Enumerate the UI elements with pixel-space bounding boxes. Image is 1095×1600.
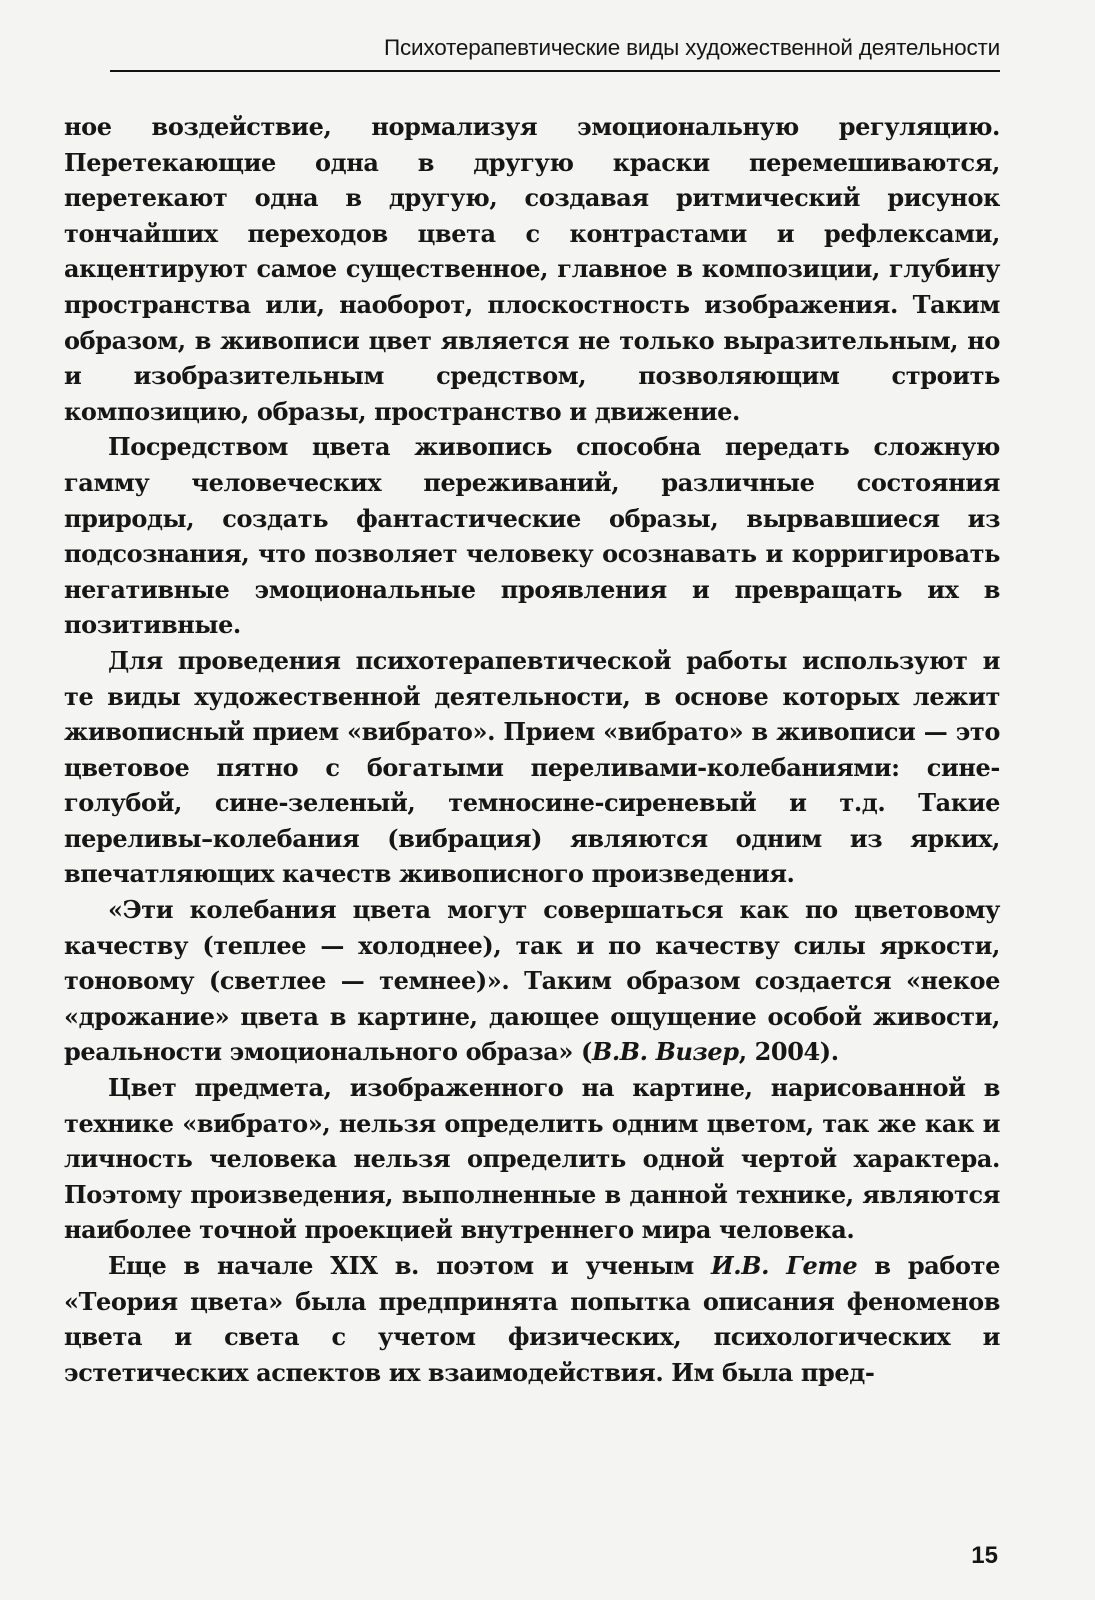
paragraph-2 (64, 429, 1000, 643)
citation-year: , 2004). (738, 1037, 839, 1067)
running-title: Психотерапевтические виды художественной деятельности (384, 35, 1000, 60)
paragraph-3 (64, 643, 1000, 892)
paragraph-1 (64, 109, 1000, 429)
page-number: 15 (971, 1542, 998, 1569)
paragraph-6-text-end: в работе «Теория цвета» была предпринята попытка описания феноменов цвета и света с учетом физических, психологических и эстетических аспектов их взаимодействия. Им была пред- (64, 1251, 1000, 1387)
goethe-name: И.В. Гете (711, 1251, 858, 1280)
paragraph-4 (64, 892, 1000, 1070)
paragraph-3-text: Для проведения психотерапевтической работы используют и те виды художественной деятельности, в основе которых лежит живописный прием «вибрато». Прием «вибрато» в живописи — это цветовое пятно с богатыми переливами-колебаниями: сине-голубой, сине-зеленый, темносине-сиреневый и т.д. Такие переливы–колебания (вибрация) являются одним из ярких, впечатляющих качеств живописного произведения. (64, 645, 1000, 889)
paragraph-5-text: Цвет предмета, изображенного на картине, нарисованной в технике «вибрато», нельзя определить одним цветом, так же как и личность человека нельзя определить одной чертой характера. Поэтому произведения, выполненные в данной технике, являются наиболее точной проекцией внутреннего мира человека. (64, 1073, 1000, 1245)
paragraph-1-text: ное воздействие, нормализуя эмоциональную регуляцию. Перетекающие одна в другую краски перемешиваются, перетекают одна в другую, создавая ритмический рисунок тончайших переходов цвета с контрастами и рефлексами, акцентируют самое существенное, главное в композиции, глубину пространства или, наоборот, плоскостность изображения. Таким образом, в живописи цвет является не только выразительным, но и изобразительным средством, позволяющим строить композицию, образы, пространство и движение. (64, 112, 1000, 426)
paragraph-6 (64, 1248, 1000, 1390)
paragraph-5 (64, 1070, 1000, 1248)
paragraph-4-text: «Эти колебания цвета могут совершаться как по цветовому качеству (теплее — холоднее), так и по качеству силы яркости, тоновому (светлее — темнее)». Таким образом создается «некое «дрожание» цвета в картине, дающее ощущение особой живости, реальности эмоционального образа» ( (64, 895, 1000, 1067)
running-head (110, 34, 1000, 72)
paragraph-2-text: Посредством цвета живопись способна передать сложную гамму человеческих переживаний, различные состояния природы, создать фантастические образы, вырвавшиеся из подсознания, что позволяет человеку осознавать и корригировать негативные эмоциональные проявления и превращать их в позитивные. (64, 432, 1000, 640)
body-text (64, 109, 1000, 1390)
paragraph-6-text-start: Еще в начале XIX в. поэтом и ученым (108, 1251, 712, 1280)
author-citation: В.В. Визер (591, 1037, 739, 1067)
